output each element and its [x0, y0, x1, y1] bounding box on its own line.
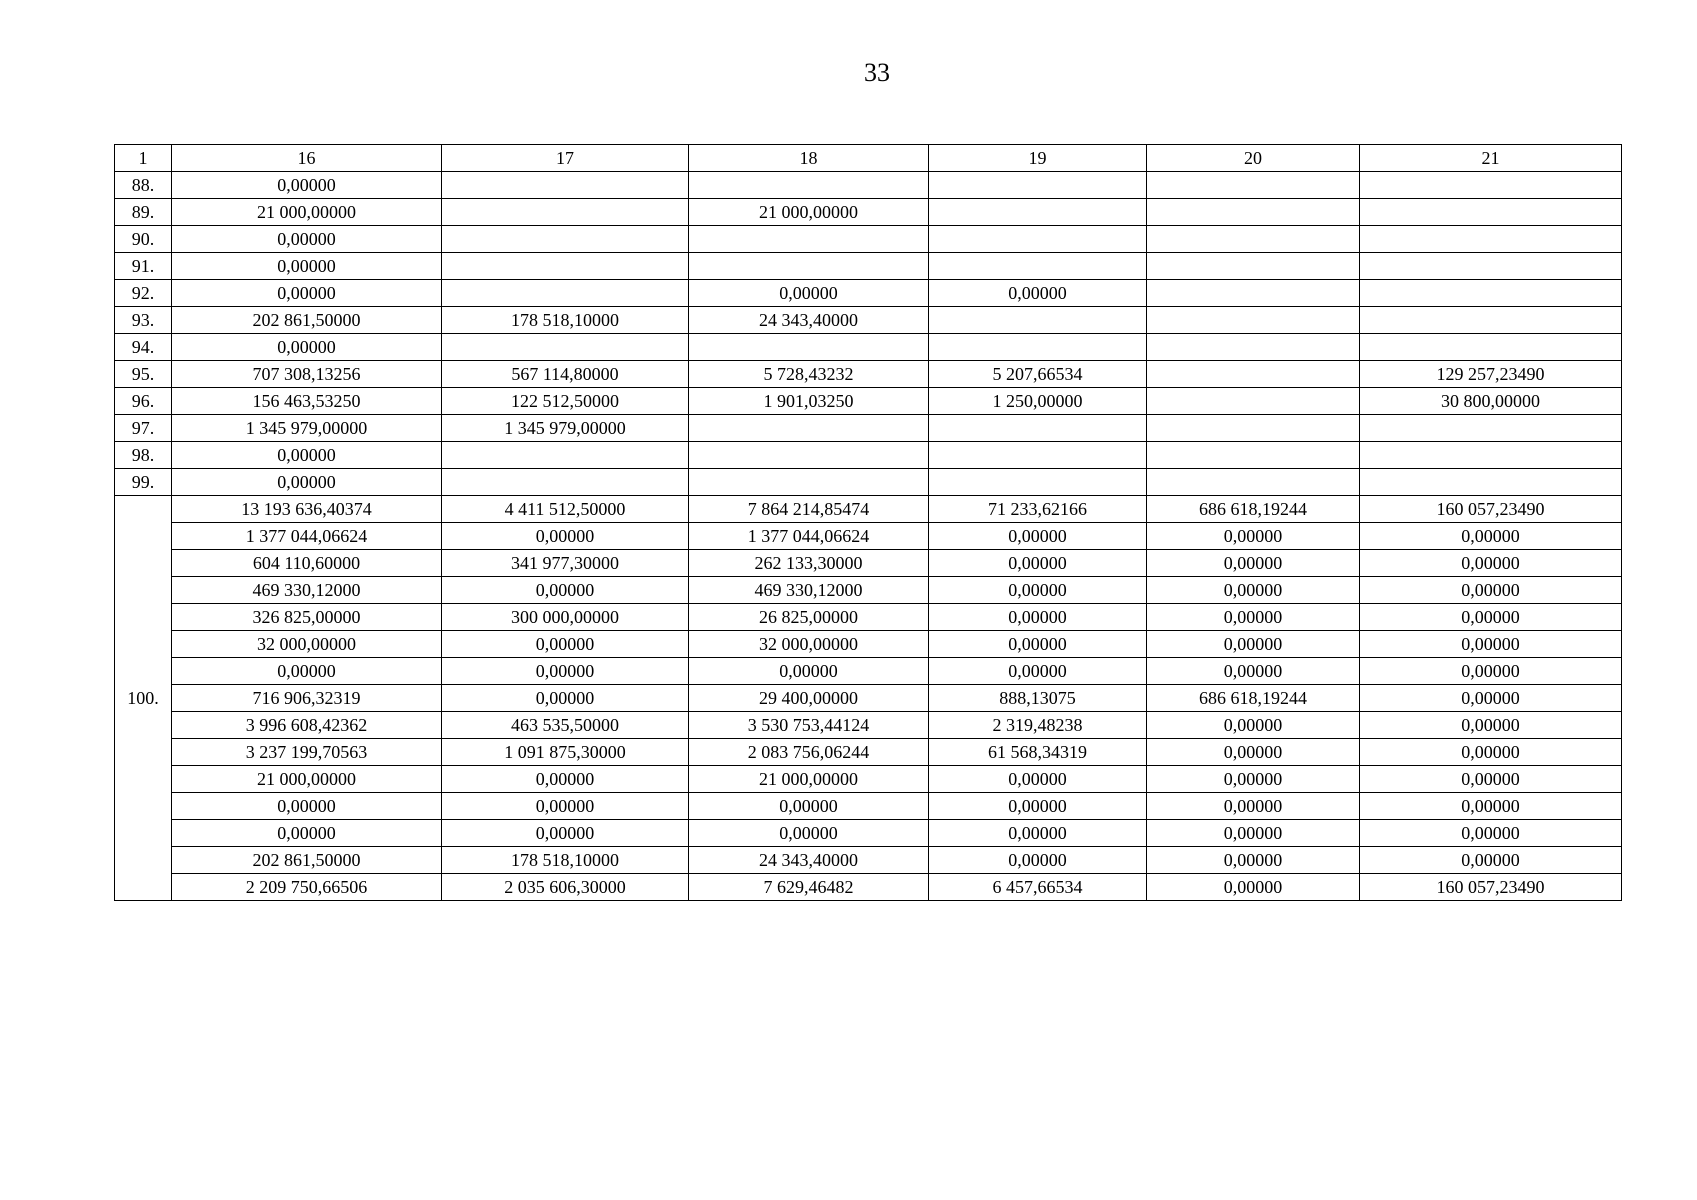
table-body	[115, 145, 1622, 901]
table-cell: 0,00000	[1360, 631, 1622, 658]
header-row	[115, 145, 1622, 172]
table-row	[115, 280, 1622, 307]
table-cell: 160 057,23490	[1360, 874, 1622, 901]
table-cell: 0,00000	[442, 523, 689, 550]
table-cell: 0,00000	[1147, 577, 1360, 604]
row-number: 94.	[115, 334, 172, 361]
table-cell: 686 618,19244	[1147, 496, 1360, 523]
row-number: 98.	[115, 442, 172, 469]
table-cell: 7 864 214,85474	[689, 496, 929, 523]
table-cell	[929, 442, 1147, 469]
table-row	[115, 469, 1622, 496]
table-cell: 0,00000	[1147, 820, 1360, 847]
column-header: 20	[1147, 145, 1360, 172]
table-cell: 24 343,40000	[689, 307, 929, 334]
table-cell: 0,00000	[442, 631, 689, 658]
table-cell	[442, 442, 689, 469]
table-cell: 604 110,60000	[172, 550, 442, 577]
table-row	[115, 739, 1622, 766]
table-cell: 2 035 606,30000	[442, 874, 689, 901]
table-cell: 21 000,00000	[172, 766, 442, 793]
table-cell: 0,00000	[929, 766, 1147, 793]
table-cell: 0,00000	[1147, 712, 1360, 739]
table-cell: 0,00000	[1147, 604, 1360, 631]
table-cell: 567 114,80000	[442, 361, 689, 388]
table-cell	[1147, 307, 1360, 334]
table-cell	[1360, 226, 1622, 253]
table-cell: 0,00000	[1360, 550, 1622, 577]
table-cell: 0,00000	[1360, 739, 1622, 766]
table-cell: 0,00000	[1147, 874, 1360, 901]
table-cell: 0,00000	[172, 226, 442, 253]
table-cell	[1147, 253, 1360, 280]
table-cell: 5 207,66534	[929, 361, 1147, 388]
table-cell	[929, 307, 1147, 334]
table-cell: 0,00000	[929, 847, 1147, 874]
table-cell	[1147, 280, 1360, 307]
table-cell: 0,00000	[1147, 658, 1360, 685]
row-number: 95.	[115, 361, 172, 388]
table-row	[115, 307, 1622, 334]
table-cell	[689, 334, 929, 361]
table-cell: 0,00000	[929, 793, 1147, 820]
table-cell: 0,00000	[929, 523, 1147, 550]
table-cell: 0,00000	[929, 658, 1147, 685]
table-cell: 0,00000	[689, 793, 929, 820]
table-cell	[929, 253, 1147, 280]
table-cell	[1360, 172, 1622, 199]
table-cell: 888,13075	[929, 685, 1147, 712]
table-cell: 0,00000	[929, 604, 1147, 631]
row-number: 99.	[115, 469, 172, 496]
table-cell: 30 800,00000	[1360, 388, 1622, 415]
table-cell: 21 000,00000	[689, 199, 929, 226]
table-cell: 2 319,48238	[929, 712, 1147, 739]
table-row	[115, 415, 1622, 442]
table-cell: 0,00000	[172, 658, 442, 685]
table-row	[115, 334, 1622, 361]
table-cell: 156 463,53250	[172, 388, 442, 415]
table-row	[115, 712, 1622, 739]
table-cell: 1 091 875,30000	[442, 739, 689, 766]
table-cell: 3 530 753,44124	[689, 712, 929, 739]
table-cell: 0,00000	[1360, 820, 1622, 847]
table-cell: 1 345 979,00000	[172, 415, 442, 442]
table-cell: 122 512,50000	[442, 388, 689, 415]
table-cell: 3 996 608,42362	[172, 712, 442, 739]
table-row	[115, 658, 1622, 685]
table-cell: 0,00000	[1360, 847, 1622, 874]
table-cell: 1 377 044,06624	[689, 523, 929, 550]
table-row	[115, 820, 1622, 847]
column-header: 17	[442, 145, 689, 172]
table-row	[115, 766, 1622, 793]
table-cell	[1147, 334, 1360, 361]
table-cell: 0,00000	[442, 820, 689, 847]
table-row	[115, 388, 1622, 415]
table-cell: 1 377 044,06624	[172, 523, 442, 550]
table-cell: 0,00000	[929, 631, 1147, 658]
table-cell: 0,00000	[1360, 685, 1622, 712]
table-row	[115, 172, 1622, 199]
table-cell: 6 457,66534	[929, 874, 1147, 901]
table-cell: 326 825,00000	[172, 604, 442, 631]
row-number: 91.	[115, 253, 172, 280]
table-cell: 0,00000	[442, 577, 689, 604]
table-cell	[442, 253, 689, 280]
table-cell	[689, 469, 929, 496]
table-cell: 3 237 199,70563	[172, 739, 442, 766]
table-cell: 7 629,46482	[689, 874, 929, 901]
row-number: 100.	[115, 496, 172, 901]
table-cell: 26 825,00000	[689, 604, 929, 631]
table-cell: 2 209 750,66506	[172, 874, 442, 901]
table-cell: 0,00000	[689, 658, 929, 685]
table-cell: 1 901,03250	[689, 388, 929, 415]
table-cell: 178 518,10000	[442, 847, 689, 874]
table-row	[115, 793, 1622, 820]
table-cell	[1360, 469, 1622, 496]
row-number: 90.	[115, 226, 172, 253]
table-cell: 32 000,00000	[172, 631, 442, 658]
table-cell: 0,00000	[172, 280, 442, 307]
table-cell	[1147, 226, 1360, 253]
table-cell: 178 518,10000	[442, 307, 689, 334]
table-cell	[1360, 280, 1622, 307]
table-cell: 4 411 512,50000	[442, 496, 689, 523]
table-cell	[1147, 361, 1360, 388]
table-cell: 0,00000	[1360, 766, 1622, 793]
table-cell: 0,00000	[172, 793, 442, 820]
table-cell	[1360, 334, 1622, 361]
column-header: 19	[929, 145, 1147, 172]
table-row	[115, 523, 1622, 550]
table-cell	[689, 415, 929, 442]
table-cell	[1147, 172, 1360, 199]
table-cell: 0,00000	[442, 793, 689, 820]
table-cell: 341 977,30000	[442, 550, 689, 577]
table-row	[115, 253, 1622, 280]
data-table	[114, 144, 1622, 901]
table-cell	[929, 415, 1147, 442]
table-row	[115, 685, 1622, 712]
row-number: 96.	[115, 388, 172, 415]
table-cell: 0,00000	[442, 685, 689, 712]
table-cell: 29 400,00000	[689, 685, 929, 712]
table-row	[115, 496, 1622, 523]
table-cell	[1147, 199, 1360, 226]
table-cell	[1147, 442, 1360, 469]
table-cell	[929, 199, 1147, 226]
table-row	[115, 442, 1622, 469]
table-cell: 0,00000	[1147, 766, 1360, 793]
table-cell: 0,00000	[172, 442, 442, 469]
table-cell	[929, 226, 1147, 253]
table-cell: 0,00000	[1360, 793, 1622, 820]
table-cell: 0,00000	[689, 820, 929, 847]
table-cell	[689, 253, 929, 280]
table-cell: 0,00000	[929, 820, 1147, 847]
row-number: 97.	[115, 415, 172, 442]
table-cell	[442, 280, 689, 307]
table-row	[115, 361, 1622, 388]
table-cell: 21 000,00000	[172, 199, 442, 226]
table-cell	[442, 172, 689, 199]
row-number: 88.	[115, 172, 172, 199]
table-cell: 0,00000	[1360, 712, 1622, 739]
table-cell: 61 568,34319	[929, 739, 1147, 766]
table-cell	[689, 172, 929, 199]
table-row	[115, 577, 1622, 604]
column-header: 21	[1360, 145, 1622, 172]
table-cell: 0,00000	[929, 550, 1147, 577]
table-cell: 1 345 979,00000	[442, 415, 689, 442]
table-cell	[689, 442, 929, 469]
table-cell: 0,00000	[929, 280, 1147, 307]
table-cell: 0,00000	[1360, 523, 1622, 550]
table-cell: 13 193 636,40374	[172, 496, 442, 523]
table-cell	[1147, 415, 1360, 442]
table-cell	[442, 199, 689, 226]
table-cell	[1360, 415, 1622, 442]
row-number: 92.	[115, 280, 172, 307]
row-number: 89.	[115, 199, 172, 226]
table-cell: 300 000,00000	[442, 604, 689, 631]
table-cell: 2 083 756,06244	[689, 739, 929, 766]
column-header: 16	[172, 145, 442, 172]
table-cell: 32 000,00000	[689, 631, 929, 658]
column-header: 1	[115, 145, 172, 172]
table-cell: 160 057,23490	[1360, 496, 1622, 523]
column-header: 18	[689, 145, 929, 172]
table-cell: 0,00000	[1147, 523, 1360, 550]
table-cell: 0,00000	[1147, 847, 1360, 874]
table-cell	[1360, 442, 1622, 469]
table-cell: 0,00000	[442, 766, 689, 793]
row-number: 93.	[115, 307, 172, 334]
table-cell: 0,00000	[1147, 631, 1360, 658]
table-cell: 0,00000	[172, 334, 442, 361]
table-cell: 0,00000	[172, 469, 442, 496]
table-cell: 716 906,32319	[172, 685, 442, 712]
table-cell: 1 250,00000	[929, 388, 1147, 415]
table-cell: 202 861,50000	[172, 847, 442, 874]
table-row	[115, 199, 1622, 226]
table-cell: 463 535,50000	[442, 712, 689, 739]
table-cell: 0,00000	[442, 658, 689, 685]
table-cell: 5 728,43232	[689, 361, 929, 388]
table-cell: 686 618,19244	[1147, 685, 1360, 712]
table-cell	[1147, 388, 1360, 415]
table-cell: 24 343,40000	[689, 847, 929, 874]
table-cell	[929, 334, 1147, 361]
table-cell: 202 861,50000	[172, 307, 442, 334]
table-row	[115, 604, 1622, 631]
table-cell	[689, 226, 929, 253]
table-cell	[442, 469, 689, 496]
table-cell: 469 330,12000	[172, 577, 442, 604]
table-cell: 0,00000	[172, 253, 442, 280]
table-row	[115, 550, 1622, 577]
table-row	[115, 631, 1622, 658]
table-cell	[1360, 253, 1622, 280]
table-cell: 0,00000	[1360, 604, 1622, 631]
table-row	[115, 226, 1622, 253]
table-cell: 0,00000	[929, 577, 1147, 604]
table-cell	[1360, 199, 1622, 226]
table-cell: 707 308,13256	[172, 361, 442, 388]
table-cell	[1147, 469, 1360, 496]
table-cell: 0,00000	[1147, 793, 1360, 820]
table-cell: 0,00000	[1147, 550, 1360, 577]
table-cell: 71 233,62166	[929, 496, 1147, 523]
table-cell	[442, 226, 689, 253]
table-cell: 469 330,12000	[689, 577, 929, 604]
table-cell	[929, 172, 1147, 199]
table-cell: 0,00000	[689, 280, 929, 307]
table-row	[115, 847, 1622, 874]
table-cell: 129 257,23490	[1360, 361, 1622, 388]
table-cell: 262 133,30000	[689, 550, 929, 577]
table-cell: 0,00000	[172, 172, 442, 199]
page-number: 33	[864, 58, 890, 87]
table-cell	[1360, 307, 1622, 334]
table-cell: 0,00000	[1360, 658, 1622, 685]
table-cell: 0,00000	[172, 820, 442, 847]
table-row	[115, 874, 1622, 901]
table-cell	[929, 469, 1147, 496]
table-cell: 0,00000	[1360, 577, 1622, 604]
table-cell: 21 000,00000	[689, 766, 929, 793]
table-cell	[442, 334, 689, 361]
table-cell: 0,00000	[1147, 739, 1360, 766]
